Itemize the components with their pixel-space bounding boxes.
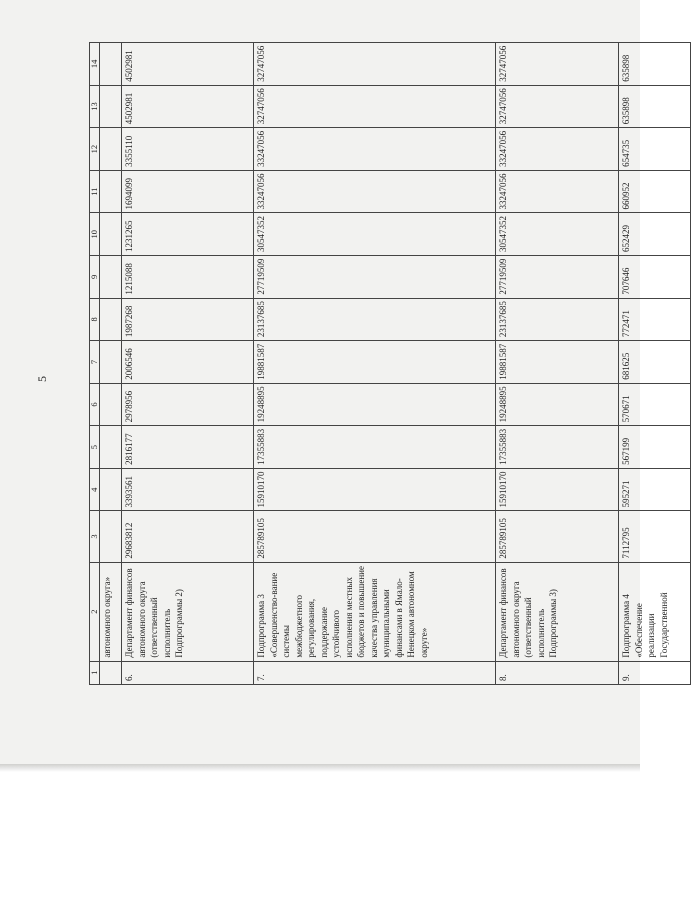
column-header: 14	[90, 43, 100, 86]
value-cell: 654735	[619, 128, 691, 171]
row-number: 7.	[254, 661, 496, 684]
row-name: Департамент финансов автономного округа (ответственный исполнитель Подпрограммы 2)	[122, 562, 254, 661]
budget-table	[89, 42, 691, 685]
value-cell: 3393561	[122, 468, 254, 511]
value-cell: 660952	[619, 170, 691, 213]
value-cell	[100, 256, 122, 299]
value-cell: 595271	[619, 468, 691, 511]
value-cell: 2006546	[122, 341, 254, 384]
value-cell: 19881587	[496, 341, 619, 384]
row-name: Подпрограмма 3 «Совершенство-вание системы межбюджетного регулирования, поддержание устойчивого исполнения местных бюджетов и повышение качества управления муниципальными финансами в Ямало-Ненецком автономном округе»	[254, 562, 496, 661]
value-cell	[100, 511, 122, 562]
value-cell: 3355110	[122, 128, 254, 171]
row-number: 6.	[122, 661, 254, 684]
column-header: 11	[90, 170, 100, 213]
value-cell: 1215088	[122, 256, 254, 299]
value-cell: 635898	[619, 85, 691, 128]
value-cell: 681625	[619, 341, 691, 384]
value-cell: 707646	[619, 256, 691, 299]
value-cell: 1694099	[122, 170, 254, 213]
value-cell: 285789105	[496, 511, 619, 562]
row-name: Департамент финансов автономного округа (ответственный исполнитель Подпрограммы 3)	[496, 562, 619, 661]
row-number: 8.	[496, 661, 619, 684]
page-number: 5	[35, 376, 49, 382]
column-header: 13	[90, 85, 100, 128]
value-cell: 4502981	[122, 43, 254, 86]
value-cell	[100, 128, 122, 171]
value-cell: 32747056	[254, 43, 496, 86]
table-row	[619, 43, 691, 685]
row-number	[100, 661, 122, 684]
value-cell: 33247056	[496, 170, 619, 213]
column-header: 8	[90, 298, 100, 341]
table-region	[89, 42, 669, 685]
value-cell	[100, 170, 122, 213]
value-cell: 33247056	[496, 128, 619, 171]
value-cell: 772471	[619, 298, 691, 341]
value-cell: 17355883	[254, 426, 496, 469]
value-cell: 1987268	[122, 298, 254, 341]
row-name: автономного округа»	[100, 562, 122, 661]
page-edge	[0, 764, 640, 772]
table-row	[122, 43, 254, 685]
value-cell: 33247056	[254, 170, 496, 213]
value-cell	[100, 341, 122, 384]
value-cell: 17355883	[496, 426, 619, 469]
value-cell: 652429	[619, 213, 691, 256]
table-row	[496, 43, 619, 685]
value-cell	[100, 468, 122, 511]
value-cell: 30547352	[496, 213, 619, 256]
value-cell	[100, 383, 122, 426]
value-cell: 15910170	[496, 468, 619, 511]
value-cell: 19248895	[254, 383, 496, 426]
column-header: 7	[90, 341, 100, 384]
value-cell: 1231265	[122, 213, 254, 256]
value-cell: 33247056	[254, 128, 496, 171]
column-header: 4	[90, 468, 100, 511]
value-cell: 32747056	[254, 85, 496, 128]
value-cell: 32747056	[496, 43, 619, 86]
value-cell	[100, 426, 122, 469]
value-cell: 2978956	[122, 383, 254, 426]
column-header: 3	[90, 511, 100, 562]
value-cell: 23137685	[254, 298, 496, 341]
column-header: 2	[90, 562, 100, 661]
value-cell	[100, 213, 122, 256]
value-cell: 567199	[619, 426, 691, 469]
column-header: 10	[90, 213, 100, 256]
value-cell	[100, 43, 122, 86]
value-cell: 27719509	[496, 256, 619, 299]
row-number: 9.	[619, 661, 691, 684]
value-cell: 285789105	[254, 511, 496, 562]
value-cell: 19881587	[254, 341, 496, 384]
value-cell: 4502981	[122, 85, 254, 128]
value-cell: 570671	[619, 383, 691, 426]
value-cell: 19248895	[496, 383, 619, 426]
table-row	[100, 43, 122, 685]
header-row	[90, 43, 100, 685]
column-header: 12	[90, 128, 100, 171]
row-name: Подпрограмма 4 «Обеспечение реализации Государственной	[619, 562, 691, 661]
table-row	[254, 43, 496, 685]
value-cell: 32747056	[496, 85, 619, 128]
value-cell: 7112795	[619, 511, 691, 562]
value-cell: 30547352	[254, 213, 496, 256]
value-cell: 23137685	[496, 298, 619, 341]
value-cell	[100, 298, 122, 341]
column-header: 6	[90, 383, 100, 426]
value-cell: 2816177	[122, 426, 254, 469]
value-cell: 27719509	[254, 256, 496, 299]
column-header: 1	[90, 661, 100, 684]
value-cell	[100, 85, 122, 128]
value-cell: 15910170	[254, 468, 496, 511]
value-cell: 29683812	[122, 511, 254, 562]
value-cell: 635898	[619, 43, 691, 86]
column-header: 5	[90, 426, 100, 469]
column-header: 9	[90, 256, 100, 299]
